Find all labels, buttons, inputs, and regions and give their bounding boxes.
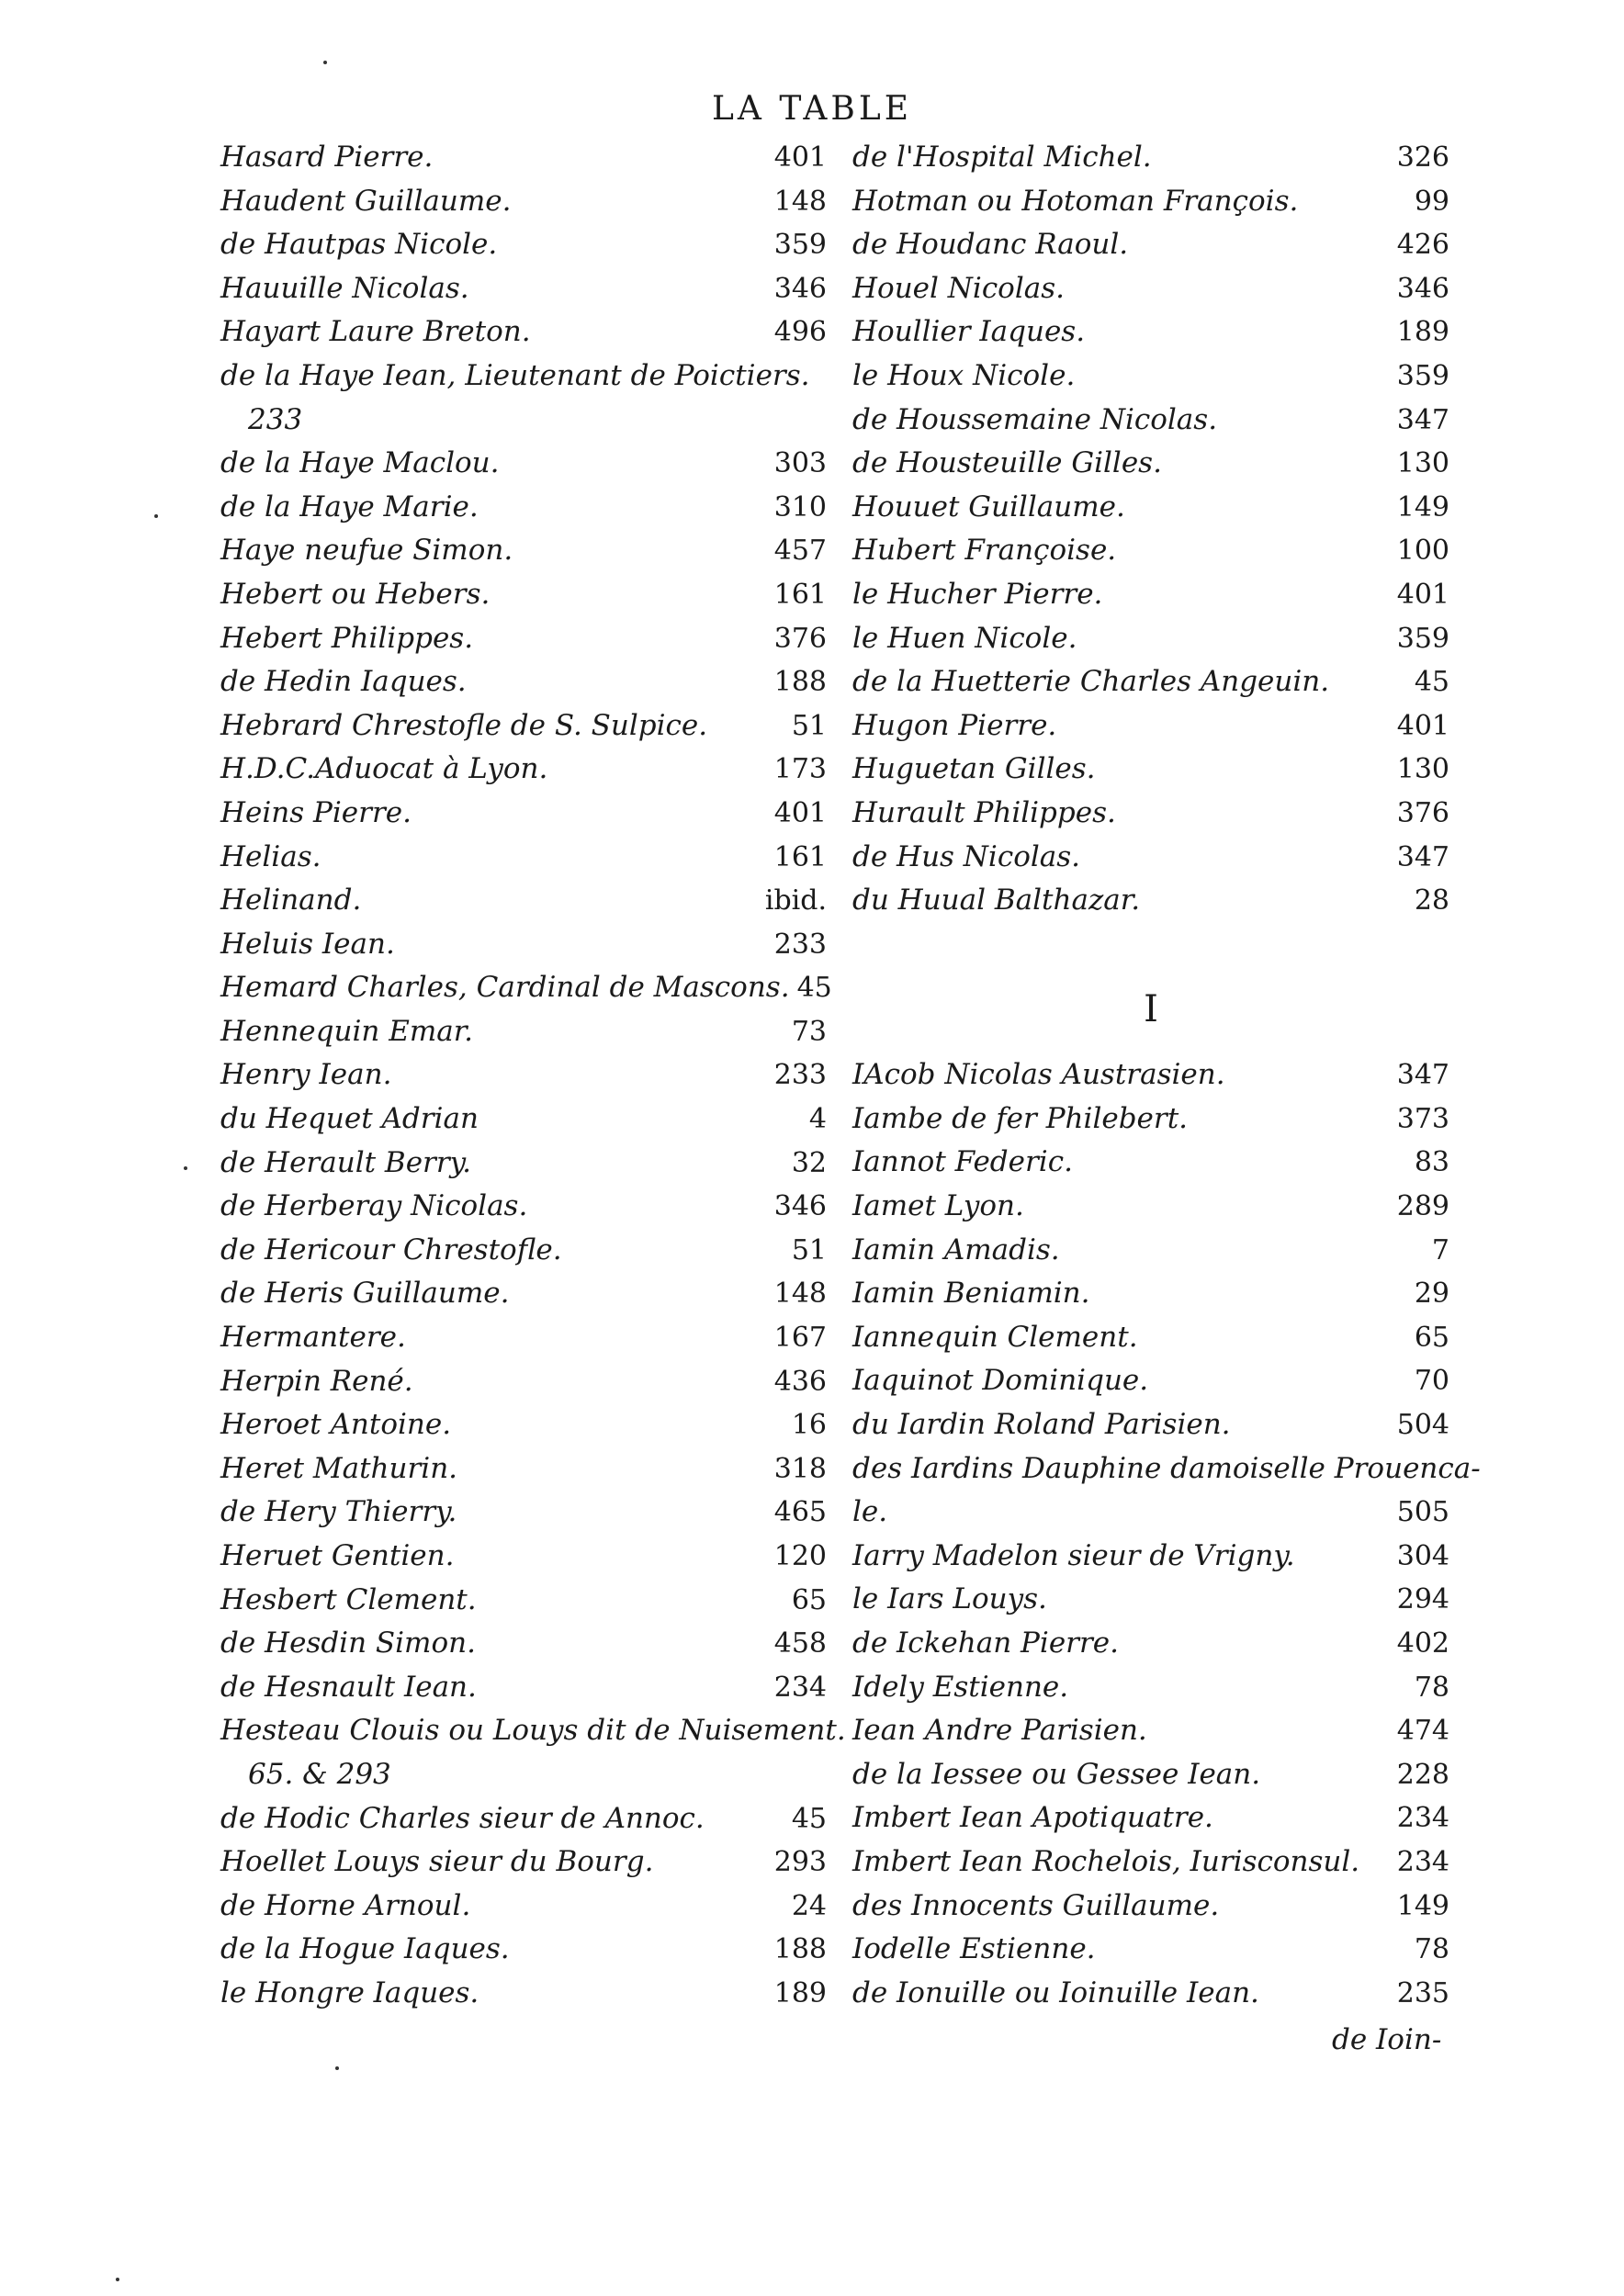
entry-name: Hebert ou Hebers.: [220, 577, 491, 611]
index-entry: [220, 1097, 827, 1142]
entry-name: de Hautpas Nicole.: [220, 228, 498, 262]
index-entry: [852, 355, 1449, 399]
entry-name: de la Haye Maclou.: [220, 446, 500, 480]
entry-page-number: 347: [1396, 840, 1449, 873]
section-gap: [852, 923, 1449, 967]
ink-speck: [154, 514, 158, 518]
entry-name: de la Haye Marie.: [220, 490, 479, 523]
index-entry: [220, 1972, 827, 2016]
index-entry: [220, 310, 827, 355]
index-entry: [220, 1535, 827, 1579]
index-entry: [852, 1709, 1449, 1753]
entry-page-number: 426: [1396, 229, 1449, 262]
index-entry: [220, 1185, 827, 1229]
index-entry: [852, 704, 1449, 748]
index-entry: [220, 748, 827, 792]
entry-page-number: 402: [1396, 1627, 1449, 1660]
index-entry: [852, 617, 1449, 661]
entry-page-number: 188: [773, 666, 827, 699]
entry-name: du Huual Balthazar.: [852, 884, 1141, 917]
entry-page-number: 28: [1414, 884, 1449, 917]
index-entry: [220, 180, 827, 224]
entry-page-number: 29: [1414, 1277, 1449, 1311]
index-entry: [852, 879, 1449, 923]
entry-name: Houllier Iaques.: [852, 315, 1086, 349]
entry-name: de Ickehan Pierre.: [852, 1626, 1120, 1660]
entry-name: Hemard Charles, Cardinal de Mascons.: [220, 971, 790, 1005]
entry-page-number: ibid.: [764, 884, 827, 917]
index-entry: [220, 1491, 827, 1535]
index-entry: [220, 1229, 827, 1273]
entry-page-number: 99: [1414, 185, 1449, 218]
index-entry: [220, 267, 827, 311]
entry-page-number: 148: [773, 185, 827, 218]
index-column-left: [220, 136, 846, 2016]
entry-page-number: 359: [1396, 622, 1449, 655]
entry-page-number: 167: [773, 1322, 827, 1355]
index-entry: [220, 1142, 827, 1186]
index-entry: [852, 573, 1449, 617]
entry-name: Hesbert Clement.: [220, 1582, 477, 1616]
index-entry: [220, 1928, 827, 1972]
entry-page-number: 293: [773, 1846, 827, 1879]
entry-name: de la Iessee ou Gessee Iean.: [852, 1757, 1261, 1791]
index-entry: [852, 1535, 1449, 1579]
entry-name: de Hodic Charles sieur de Annoc.: [220, 1801, 705, 1835]
entry-name: Hotman ou Hotoman François.: [852, 184, 1299, 218]
entry-name: Heluis Iean.: [220, 927, 395, 961]
index-entry: [220, 223, 827, 267]
entry-name: Iamin Beniamin.: [852, 1277, 1090, 1311]
entry-page-number: 401: [1396, 709, 1449, 742]
index-entry: [852, 1097, 1449, 1142]
index-entry: [852, 223, 1449, 267]
entry-page-number: 130: [1396, 753, 1449, 786]
entry-name: Heret Mathurin.: [220, 1451, 458, 1485]
entry-page-number: 161: [773, 578, 827, 611]
entry-page-number: 457: [773, 535, 827, 568]
entry-name: de la Hogue Iaques.: [220, 1932, 510, 1966]
index-entry: [852, 529, 1449, 573]
index-entry: [220, 1797, 827, 1841]
entry-page-number: 78: [1414, 1933, 1449, 1966]
entry-page-number: 83: [1414, 1146, 1449, 1179]
index-entry: [220, 1053, 827, 1097]
entry-name: de la Huetterie Charles Angeuin.: [852, 665, 1330, 699]
entry-name: de Herault Berry.: [220, 1145, 471, 1179]
entry-name: du Hequet Adrian: [220, 1102, 479, 1136]
entry-name: le.: [852, 1495, 888, 1529]
entry-name: Iean Andre Parisien.: [852, 1714, 1147, 1748]
index-entry: [220, 879, 827, 923]
index-entry: [852, 1796, 1449, 1840]
entry-page-number: 189: [1396, 316, 1449, 349]
entry-name: le Iars Louys.: [852, 1582, 1047, 1616]
entry-name: Heins Pierre.: [220, 795, 412, 829]
index-entry: [220, 1666, 827, 1710]
index-entry: [220, 136, 827, 180]
index-entry: [220, 1579, 827, 1623]
index-entry: [220, 1622, 827, 1666]
entry-page-number: 474: [1396, 1715, 1449, 1748]
entry-continuation: 233: [248, 402, 303, 436]
entry-name: Helinand.: [220, 884, 362, 917]
index-entry: [220, 836, 827, 880]
entry-page-number: 347: [1396, 1059, 1449, 1092]
entry-page-number: 376: [773, 622, 827, 655]
entry-name: Iannequin Clement.: [852, 1320, 1138, 1354]
entry-name: de Ionuille ou Ioinuille Iean.: [852, 1975, 1259, 2009]
index-entry: [852, 267, 1449, 311]
entry-name: de Houdanc Raoul.: [852, 228, 1129, 262]
entry-page-number: 304: [1396, 1539, 1449, 1572]
entry-name: Iamet Lyon.: [852, 1189, 1024, 1223]
index-entry: [852, 1885, 1449, 1929]
entry-name: des Innocents Guillaume.: [852, 1888, 1220, 1922]
entry-page-number: 234: [1396, 1845, 1449, 1878]
entry-page-number: 149: [1396, 490, 1449, 523]
entry-page-number: 294: [1396, 1583, 1449, 1616]
entry-name: Iaquinot Dominique.: [852, 1364, 1149, 1398]
entry-name: Iarry Madelon sieur de Vrigny.: [852, 1538, 1295, 1572]
entry-page-number: 24: [791, 1889, 827, 1922]
entry-name: Hauuille Nicolas.: [220, 271, 469, 305]
entry-page-number: 233: [773, 1059, 827, 1092]
index-entry: [852, 1316, 1449, 1360]
index-entry: [220, 617, 827, 661]
index-entry: [852, 442, 1449, 486]
entry-name: Hennequin Emar.: [220, 1014, 473, 1048]
entry-name: le Houx Nicole.: [852, 358, 1076, 392]
index-entry: [220, 660, 827, 704]
index-entry: [220, 573, 827, 617]
entry-name: le Huen Nicole.: [852, 621, 1077, 655]
entry-page-number: 189: [773, 1976, 827, 2009]
entry-page-number: 51: [791, 1233, 827, 1266]
entry-page-number: 161: [773, 840, 827, 873]
page-title: LA TABLE: [711, 90, 913, 128]
index-entry: [852, 399, 1449, 443]
entry-name: Hermantere.: [220, 1321, 406, 1355]
entry-page-number: 100: [1396, 535, 1449, 568]
index-entry: [852, 1185, 1449, 1229]
entry-name: Hasard Pierre.: [220, 141, 434, 174]
index-entry: [220, 1316, 827, 1360]
index-entry: [852, 1622, 1449, 1666]
entry-name: le Hucher Pierre.: [852, 577, 1103, 611]
entry-name: le Hongre Iaques.: [220, 1975, 479, 2009]
index-entry: [220, 1840, 827, 1885]
index-entry: [220, 923, 827, 967]
entry-continuation: 65. & 293: [248, 1757, 391, 1791]
entry-name: Hesteau Clouis ou Louys dit de Nuisement.: [220, 1714, 846, 1748]
ink-speck: [323, 61, 327, 64]
entry-page-number: 51: [791, 709, 827, 742]
entry-page-number: 401: [773, 141, 827, 174]
entry-name: Houel Nicolas.: [852, 271, 1066, 305]
index-entry: [220, 442, 827, 486]
index-entry: [852, 1928, 1449, 1972]
entry-name: H.D.C.Aduocat à Lyon.: [220, 752, 548, 786]
entry-name: Iamin Amadis.: [852, 1232, 1060, 1266]
entry-page-number: 310: [773, 490, 827, 523]
catchword: de Ioin-: [1332, 2023, 1442, 2056]
entry-page-number: 346: [773, 1190, 827, 1223]
ink-speck: [184, 1166, 187, 1170]
entry-page-number: 318: [773, 1452, 827, 1485]
entry-name: Huguetan Gilles.: [852, 752, 1096, 786]
entry-name: Hebert Philippes.: [220, 621, 474, 655]
entry-name: de Housteuille Gilles.: [852, 446, 1162, 480]
entry-name: Iambe de fer Philebert.: [852, 1101, 1189, 1135]
entry-page-number: 401: [1396, 578, 1449, 611]
entry-page-number: 16: [791, 1409, 827, 1442]
entry-page-number: 303: [773, 447, 827, 480]
ink-speck: [116, 2278, 119, 2281]
entry-page-number: 235: [1396, 1976, 1449, 2009]
index-entry: [852, 310, 1449, 355]
entry-name: Houuet Guillaume.: [852, 490, 1125, 523]
entry-page-number: 504: [1396, 1409, 1449, 1442]
entry-page-number: 359: [1396, 359, 1449, 392]
index-entry: [852, 1229, 1449, 1273]
entry-page-number: 78: [1414, 1671, 1449, 1704]
entry-name: Hoellet Louys sieur du Bourg.: [220, 1845, 654, 1879]
entry-name: de Houssemaine Nicolas.: [852, 402, 1218, 436]
entry-name: Helias.: [220, 839, 321, 873]
index-entry: [852, 1053, 1449, 1097]
entry-name: Iannot Federic.: [852, 1145, 1073, 1179]
entry-page-number: 149: [1396, 1889, 1449, 1922]
entry-page-number: 65: [1414, 1321, 1449, 1354]
entry-page-number: 32: [791, 1146, 827, 1179]
entry-name: de Horne Arnoul.: [220, 1888, 471, 1922]
entry-name: de Hericour Chrestofle.: [220, 1232, 562, 1266]
entry-name: Iodelle Estienne.: [852, 1932, 1096, 1966]
entry-page-number: 148: [773, 1277, 827, 1311]
ink-speck: [335, 2066, 339, 2070]
entry-name: du Iardin Roland Parisien.: [852, 1408, 1231, 1442]
entry-page-number: 65: [791, 1583, 827, 1616]
index-entry: [852, 180, 1449, 224]
index-entry: [852, 1578, 1449, 1622]
entry-page-number: 4: [808, 1103, 827, 1136]
index-entry: [852, 486, 1449, 530]
entry-page-number: 401: [773, 796, 827, 829]
index-entry: [852, 136, 1449, 180]
entry-name: Henry Iean.: [220, 1058, 392, 1092]
index-entry: [852, 1753, 1449, 1797]
index-entry: [852, 792, 1449, 836]
index-entry: [220, 1709, 846, 1753]
index-entry: [220, 792, 827, 836]
entry-name: Heroet Antoine.: [220, 1408, 452, 1442]
index-entry: [220, 1447, 827, 1491]
index-entry: [220, 1360, 827, 1404]
index-entry: [852, 1840, 1449, 1885]
index-entry: [852, 836, 1449, 880]
entry-page-number: 359: [773, 229, 827, 262]
entry-page-number: 45: [796, 972, 832, 1005]
index-entry: [852, 1666, 1449, 1710]
entry-name: de Hesdin Simon.: [220, 1626, 476, 1660]
entry-page-number: 458: [773, 1627, 827, 1660]
entry-name: Haudent Guillaume.: [220, 184, 512, 218]
index-entry: [220, 1272, 827, 1316]
entry-name: Imbert Iean Apotiquatre.: [852, 1801, 1213, 1835]
entry-name: Imbert Iean Rochelois, Iurisconsul.: [852, 1844, 1360, 1878]
entry-page-number: 505: [1396, 1496, 1449, 1529]
entry-page-number: 436: [773, 1365, 827, 1398]
entry-page-number: 376: [1396, 796, 1449, 829]
entry-page-number: 7: [1431, 1233, 1449, 1266]
entry-name: de la Haye Iean, Lieutenant de Poictiers.: [220, 358, 810, 392]
index-entry: [220, 1010, 827, 1054]
entry-page-number: 45: [791, 1802, 827, 1835]
index-entry: [852, 748, 1449, 792]
entry-name: des Iardins Dauphine damoiselle Prouenca-: [852, 1451, 1481, 1485]
entry-name: Heruet Gentien.: [220, 1539, 455, 1572]
index-entry: [852, 1403, 1449, 1447]
entry-name: Hugon Pierre.: [852, 708, 1057, 742]
entry-name: Idely Estienne.: [852, 1670, 1069, 1704]
entry-page-number: 45: [1414, 666, 1449, 699]
entry-page-number: 289: [1396, 1190, 1449, 1223]
entry-name: Haye neufue Simon.: [220, 534, 513, 568]
entry-page-number: 130: [1396, 447, 1449, 480]
entry-page-number: 496: [773, 316, 827, 349]
index-entry: [852, 1972, 1449, 2016]
index-entry: [852, 1272, 1449, 1316]
entry-page-number: 326: [1396, 141, 1449, 174]
entry-page-number: 188: [773, 1933, 827, 1966]
entry-page-number: 70: [1414, 1365, 1449, 1398]
entry-name: de Herberay Nicolas.: [220, 1189, 528, 1223]
entry-page-number: 346: [773, 272, 827, 305]
index-entry: [852, 1447, 1481, 1491]
entry-page-number: 373: [1396, 1102, 1449, 1135]
index-entry: [852, 1141, 1449, 1185]
entry-name: Hayart Laure Breton.: [220, 315, 531, 349]
entry-page-number: 346: [1396, 272, 1449, 305]
entry-page-number: 120: [773, 1540, 827, 1572]
entry-name: de l'Hospital Michel.: [852, 141, 1152, 174]
index-entry: [220, 966, 832, 1010]
entry-name: Hebrard Chrestofle de S. Sulpice.: [220, 708, 708, 742]
entry-name: Herpin René.: [220, 1364, 413, 1398]
entry-name: Hurault Philippes.: [852, 795, 1116, 829]
entry-page-number: 465: [773, 1496, 827, 1529]
entry-name: Hubert Françoise.: [852, 534, 1117, 568]
index-entry: [220, 486, 827, 530]
entry-page-number: 234: [1396, 1802, 1449, 1835]
entry-name: de Hedin Iaques.: [220, 665, 467, 699]
entry-name: de Hery Thierry.: [220, 1495, 457, 1529]
index-entry: [852, 1491, 1449, 1535]
index-entry: [220, 1403, 827, 1447]
entry-page-number: 233: [773, 928, 827, 961]
entry-page-number: 173: [773, 753, 827, 786]
entry-page-number: 347: [1396, 403, 1449, 436]
section-letter: I: [1144, 988, 1158, 1031]
entry-name: de Hesnault Iean.: [220, 1670, 477, 1704]
entry-page-number: 228: [1396, 1758, 1449, 1791]
index-entry: [220, 355, 827, 399]
entry-page-number: 234: [773, 1671, 827, 1704]
index-entry: [220, 529, 827, 573]
entry-page-number: 73: [791, 1015, 827, 1048]
index-column-right: [852, 136, 1481, 2015]
index-entry: [852, 660, 1449, 704]
index-entry: [220, 1885, 827, 1929]
entry-name: de Hus Nicolas.: [852, 839, 1081, 873]
index-entry: [220, 704, 827, 748]
index-entry: [852, 1359, 1449, 1403]
entry-name: IAcob Nicolas Austrasien.: [852, 1058, 1225, 1092]
entry-name: de Heris Guillaume.: [220, 1277, 510, 1311]
